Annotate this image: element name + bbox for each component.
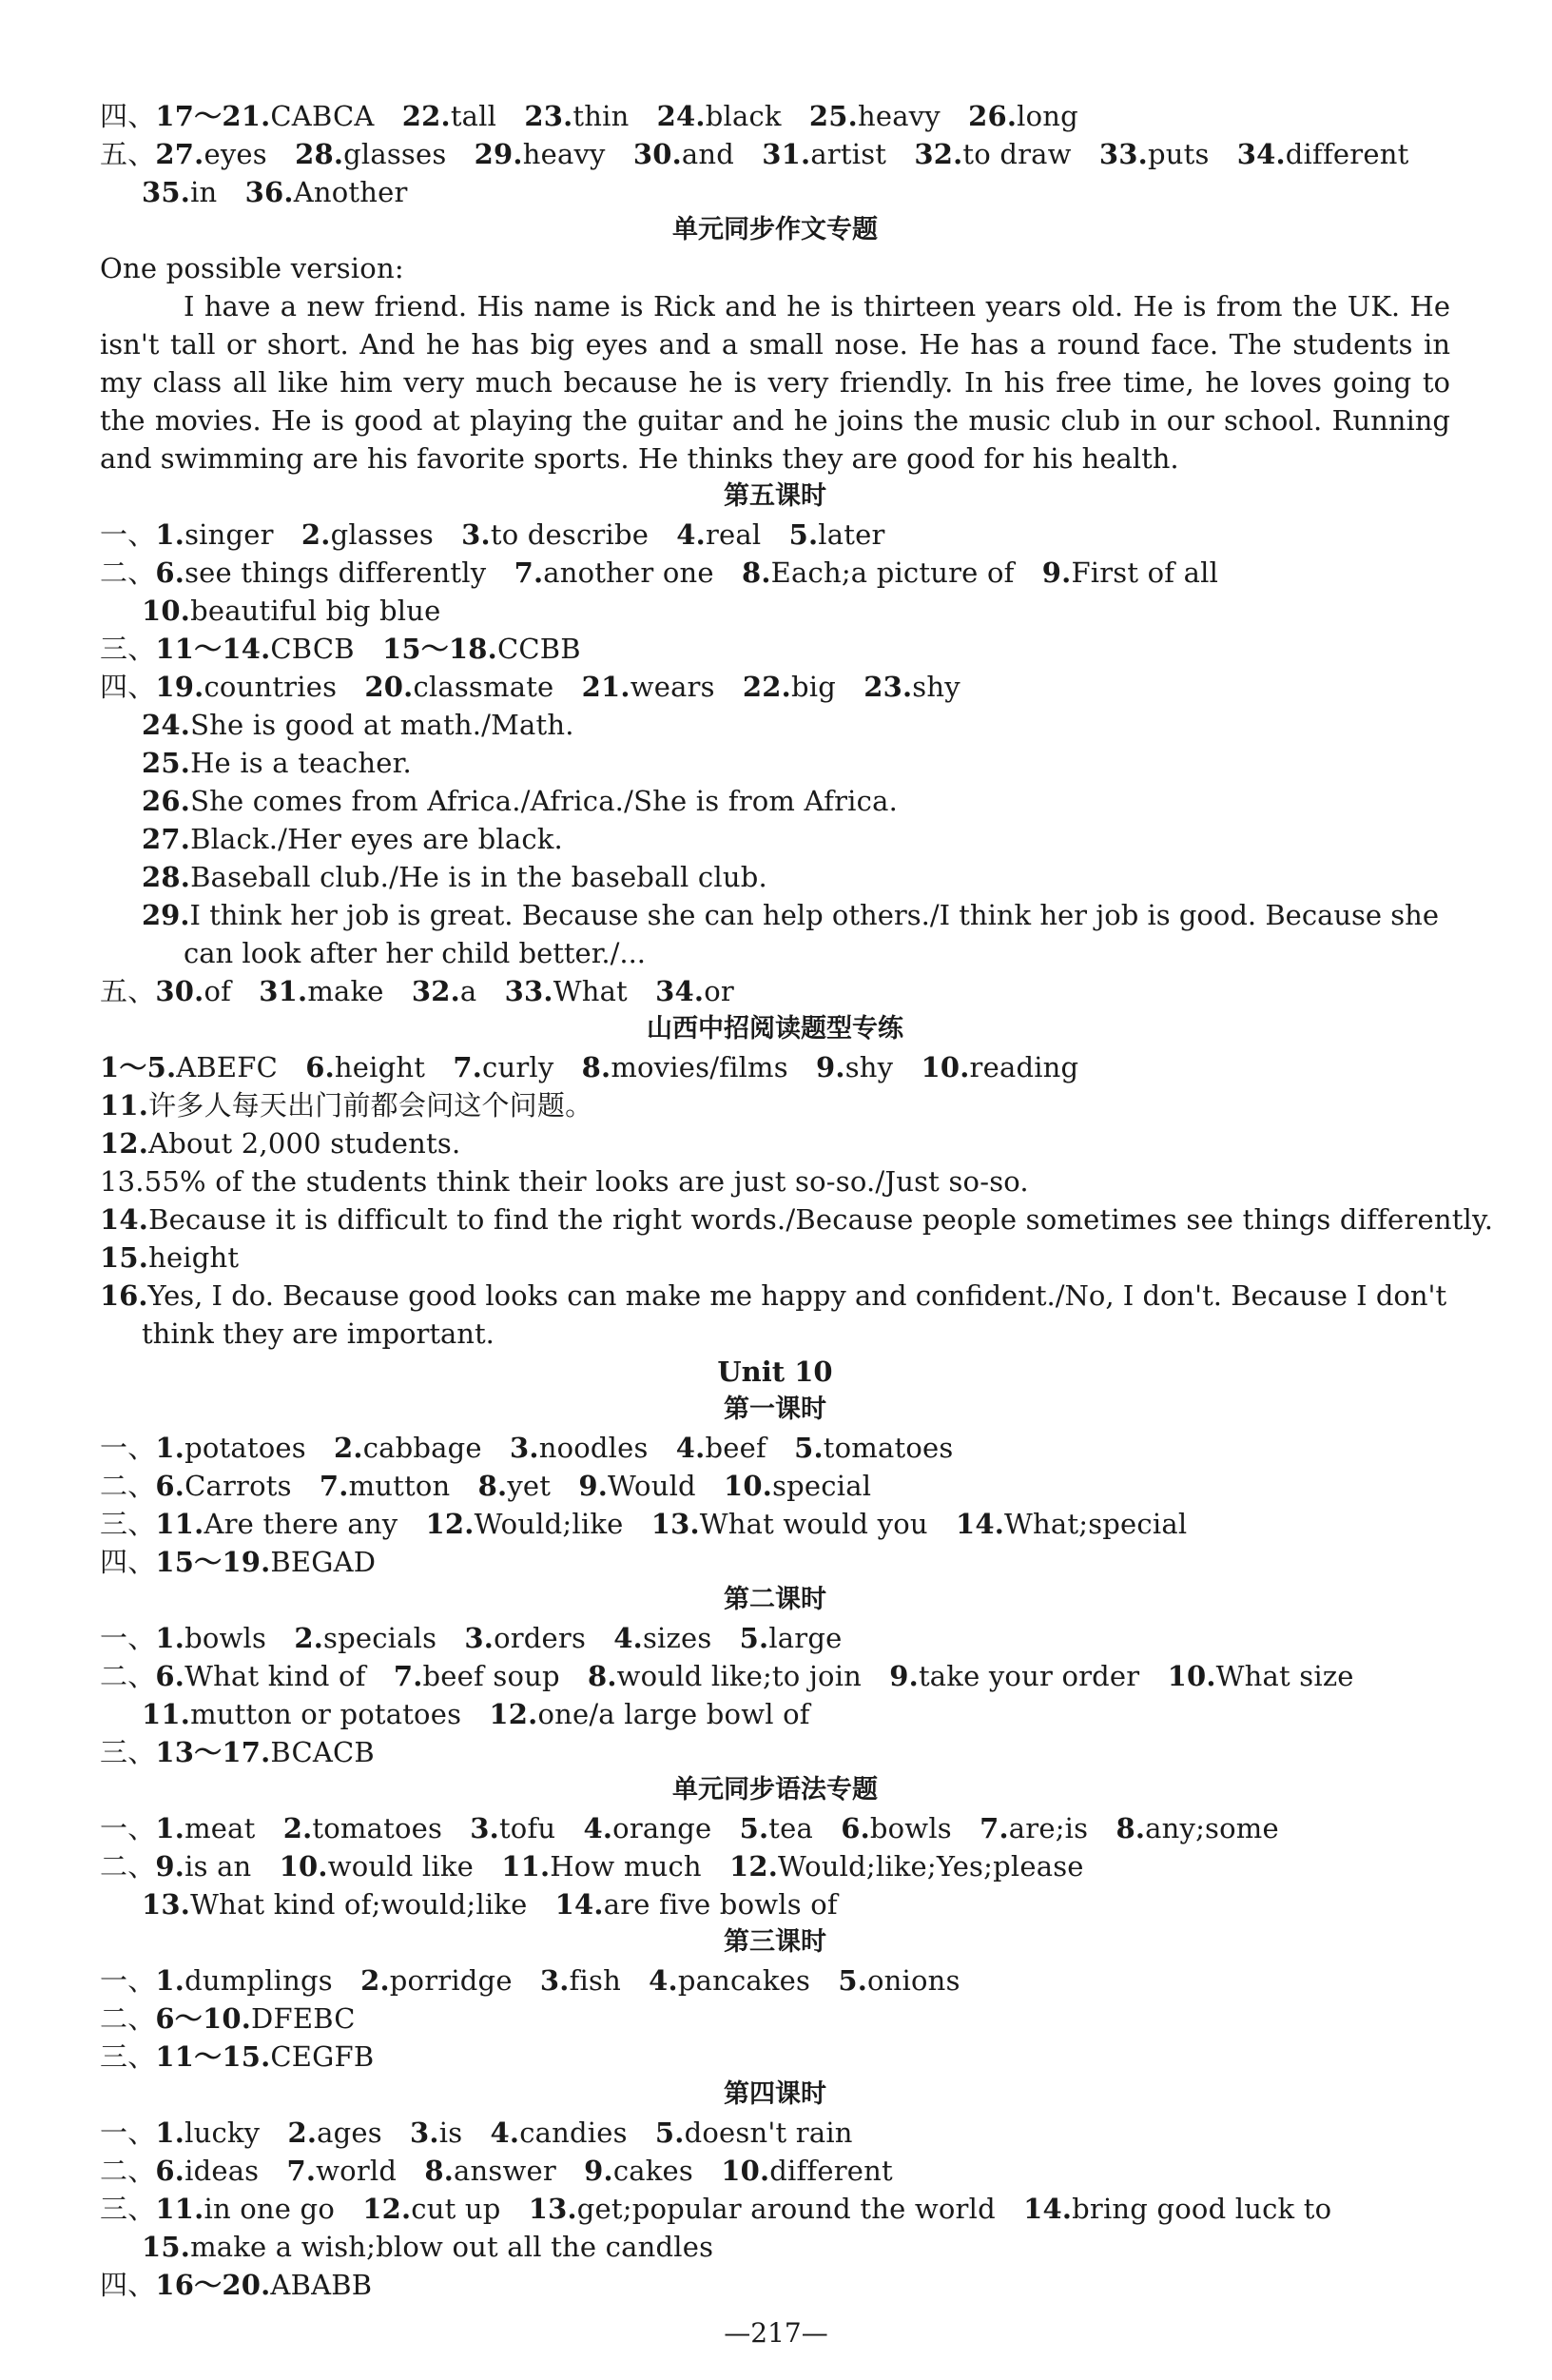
answer-line: 二、6.see things differently 7.another one 8.Each;a picture of 9.First of all (100, 556, 1219, 589)
answer-line: 四、15～19.BEGAD (100, 1546, 377, 1578)
answer-line: 26.She comes from Africa./Africa./She is from Africa. (142, 785, 898, 817)
answer-line: 三、11～15.CEGFB (100, 2040, 375, 2073)
answer-line: 四、17～21.CABCA 22.tall 23.thin 24.black 25.heavy 26.long (100, 100, 1078, 132)
answer-line: 一、1.lucky 2.ages 3.is 4.candies 5.doesn't rain (100, 2117, 853, 2149)
section-heading-grammar: 单元同步语法专题 (672, 1775, 878, 1805)
answer-line: 14.Because it is difficult to find the right words./Because people sometimes see things differently. (100, 1203, 1494, 1236)
answer-line: 二、6～10.DFEBC (100, 2002, 356, 2035)
answer-line: 五、30.of 31.make 32.a 33.What 34.or (100, 975, 734, 1007)
answer-line: 一、1.meat 2.tomatoes 3.tofu 4.orange 5.tea 6.bowls 7.are;is 8.any;some (100, 1812, 1279, 1844)
answer-line: 24.She is good at math./Math. (142, 709, 574, 741)
unit-heading: Unit 10 (717, 1356, 833, 1388)
answer-line: 11.许多人每天出门前都会问这个问题。 (100, 1089, 593, 1122)
answer-line: 三、13～17.BCACB (100, 1736, 375, 1768)
section-heading-lesson-2: 第二课时 (724, 1585, 826, 1614)
answer-line: 二、6.Carrots 7.mutton 8.yet 9.Would 10.special (100, 1470, 872, 1502)
answer-line: 一、1.singer 2.glasses 3.to describe 4.real 5.later (100, 518, 885, 551)
answer-line: 一、1.bowls 2.specials 3.orders 4.sizes 5.large (100, 1622, 843, 1654)
answer-line: 35.in 36.Another (142, 176, 408, 208)
answer-line: 三、11.Are there any 12.Would;like 13.What would you 14.What;special (100, 1508, 1188, 1540)
essay-paragraph: I have a new friend. His name is Rick and he is thirteen years old. He is from the UK. He isn't tall or short. And he has big eyes and a small nose. He has a round face. The students in my class all like him very much because he is very friendly. In his free time, he loves going to the movies. He is good at playing the guitar and he joins the music club in our school. Running and swimming are his favorite sports. He thinks they are good for his health. (100, 290, 1450, 475)
section-heading-lesson-5: 第五课时 (724, 481, 826, 511)
answer-line: 四、16～20.ABABB (100, 2269, 373, 2301)
answer-line: 15.make a wish;blow out all the candles (142, 2231, 714, 2263)
answer-line: 三、11～14.CBCB 15～18.CCBB (100, 633, 581, 665)
answer-line-wrapped: 16.Yes, I do. Because good looks can make me happy and confident./No, I don't. Because I don't think they are important. (100, 1279, 1447, 1350)
answer-line: 28.Baseball club./He is in the baseball club. (142, 861, 767, 893)
essay-label: One possible version: (100, 252, 404, 284)
answer-line: 1～5.ABEFC 6.height 7.curly 8.movies/films 9.shy 10.reading (100, 1051, 1079, 1083)
section-heading-writing: 单元同步作文专题 (672, 215, 878, 244)
answer-key-page (100, 97, 1494, 2304)
answer-line: 27.Black./Her eyes are black. (142, 823, 563, 855)
answer-line: 25.He is a teacher. (142, 747, 412, 779)
answer-line: 二、6.ideas 7.world 8.answer 9.cakes 10.different (100, 2155, 893, 2187)
answer-line: 13.What kind of;would;like 14.are five bowls of (142, 1888, 838, 1921)
answer-line: 一、1.potatoes 2.cabbage 3.noodles 4.beef 5.tomatoes (100, 1432, 954, 1464)
answer-line: 三、11.in one go 12.cut up 13.get;popular around the world 14.bring good luck to (100, 2193, 1332, 2225)
answer-line: 13.55% of the students think their looks are just so-so./Just so-so. (100, 1165, 1029, 1198)
answer-line-wrapped: 29.I think her job is great. Because she can help others./I think her job is good. Because she can look after her child better./... (142, 899, 1440, 969)
answer-line: 12.About 2,000 students. (100, 1127, 461, 1160)
answer-line: 二、6.What kind of 7.beef soup 8.would like;to join 9.take your order 10.What size (100, 1660, 1354, 1692)
section-heading-lesson-3: 第三课时 (724, 1927, 826, 1957)
answer-line: 二、9.is an 10.would like 11.How much 12.Would;like;Yes;please (100, 1850, 1084, 1883)
answer-line: 15.height (100, 1241, 240, 1274)
answer-line: 11.mutton or potatoes 12.one/a large bowl of (142, 1698, 810, 1730)
answer-line: 一、1.dumplings 2.porridge 3.fish 4.pancakes 5.onions (100, 1964, 960, 1997)
answer-line: 五、27.eyes 28.glasses 29.heavy 30.and 31.artist 32.to draw 33.puts 34.different (100, 138, 1409, 170)
answer-line: 10.beautiful big blue (142, 595, 441, 627)
section-heading-lesson-4: 第四课时 (724, 2079, 826, 2109)
section-heading-shanxi-reading: 山西中招阅读题型专练 (647, 1014, 903, 1044)
answer-line: 四、19.countries 20.classmate 21.wears 22.big 23.shy (100, 671, 960, 703)
page-number: —217— (724, 2317, 828, 2349)
section-heading-lesson-1: 第一课时 (724, 1395, 826, 1424)
